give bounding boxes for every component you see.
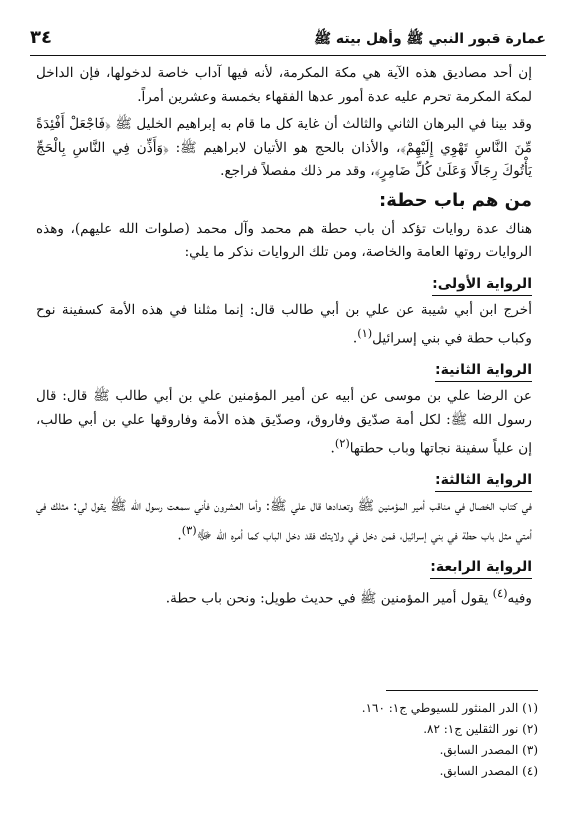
narration-2-heading xyxy=(36,361,532,379)
section-intro: هناك عدة روايات تؤكد أن باب حطة هم محمد وآل محمد (صلوات الله عليهم)، وهذه الروايات روتها العامة والخاصة، ومن تلك الروايات نذكر ما يلي: xyxy=(36,220,532,260)
page-body xyxy=(36,62,532,615)
narration-1-text xyxy=(36,299,532,352)
narration-3-body: في كتاب الخصال في مناقب أمير المؤمنين ﷺ وتعدادها قال علي ﷺ: وأما العشرون فأني سمعت رسول الله ﷺ يقول لي: مثلك في أمتي مثل باب حطة في بني إسرائيل، فمن دخل في ولايتك فقد دخل الباب كما أمره الله ﷻ xyxy=(36,498,532,544)
narration-3-heading xyxy=(36,471,532,489)
narration-1-body: أخرج ابن أبي شيبة عن علي بن أبي طالب قال: إنما مثلنا في هذه الأمة كسفينة نوح وكباب حطة في بني إسرائيل xyxy=(36,301,532,347)
narration-3-heading-text: الرواية الثالثة: xyxy=(435,472,532,492)
footnote-ref-1: (١) xyxy=(357,326,373,340)
narration-4-text xyxy=(36,582,532,611)
footnote-ref-2: (٢) xyxy=(334,436,350,451)
narration-3-end: . xyxy=(177,527,182,544)
narration-1-heading xyxy=(36,275,532,293)
narration-2-end: . xyxy=(330,440,335,457)
footnote-item: (٣) المصدر السابق. xyxy=(439,743,538,757)
footnote-item: (١) الدر المنثور للسيوطي ج١: ١٦٠. xyxy=(361,701,538,715)
footnote-item: (٤) المصدر السابق. xyxy=(439,764,538,778)
narration-1-end: . xyxy=(352,330,358,347)
section-heading: من هم باب حطة: xyxy=(379,189,532,211)
narration-2-heading-text: الرواية الثانية: xyxy=(435,362,532,382)
paragraph-1: إن أحد مصاديق هذه الآية هي مكة المكرمة، لأنه فيها آداب خاصة لدخولها، فإن الداخل لمكة المكرمة تحرم عليه عدة أمور عدها الفقهاء بخمسة وعشرين أمراً. xyxy=(36,65,532,105)
narration-4-heading xyxy=(36,558,532,576)
running-title: عمارة قبور النبي ﷺ وأهل بيته ﷺ xyxy=(314,31,546,47)
narration-2-text xyxy=(36,385,532,461)
narration-2-body: عن الرضا علي بن موسى عن أبيه عن أمير المؤمنين علي بن أبي طالب ﷺ قال: قال رسول الله ﷺ: لكل أمة صدّيق وفاروق، وصدّيق هذه الأمة وفاروقها علي بن أبي طالب، إن علياً سفينة نجاتها وباب حطتها xyxy=(36,388,532,457)
narration-4-heading-text: الرواية الرابعة: xyxy=(430,559,532,579)
narration-4-lead: وفيه xyxy=(507,590,532,607)
footnote-ref-3: (٣) xyxy=(181,522,197,537)
footnotes xyxy=(218,698,538,782)
footnote-ref-4: (٤) xyxy=(492,585,508,600)
paragraph-2: وقد بينا في البرهان الثاني والثالث أن غاية كل ما قام به إبراهيم الخليل ﷺ ﴿فَاجْعَلْ أَفْئِدَةً مِّنَ النَّاسِ تَهْوِي إِلَيْهِمْ﴾، والأذان بالحج هو الأتيان لابراهيم ﷺ: ﴿وَأَذِّن فِي النَّاسِ بِالْحَجِّ يَأْتُوكَ رِجَالًا وَعَلَىٰ كُلِّ ضَامِرٍ﴾، وقد مر ذلك مفصلاً فراجع. xyxy=(36,116,532,179)
footnote-item: (٢) نور الثقلين ج١: ٨٢. xyxy=(423,722,538,736)
narration-4-body: يقول أمير المؤمنين ﷺ في حديث طويل: ونحن باب حطة. xyxy=(165,590,493,607)
page-number: ٣٤ xyxy=(30,27,52,48)
footnote-rule xyxy=(386,690,538,691)
page-header xyxy=(30,26,546,56)
narration-3-text xyxy=(36,495,532,548)
narration-1-heading-text: الرواية الأولى: xyxy=(432,276,532,296)
header-rule xyxy=(30,55,546,56)
